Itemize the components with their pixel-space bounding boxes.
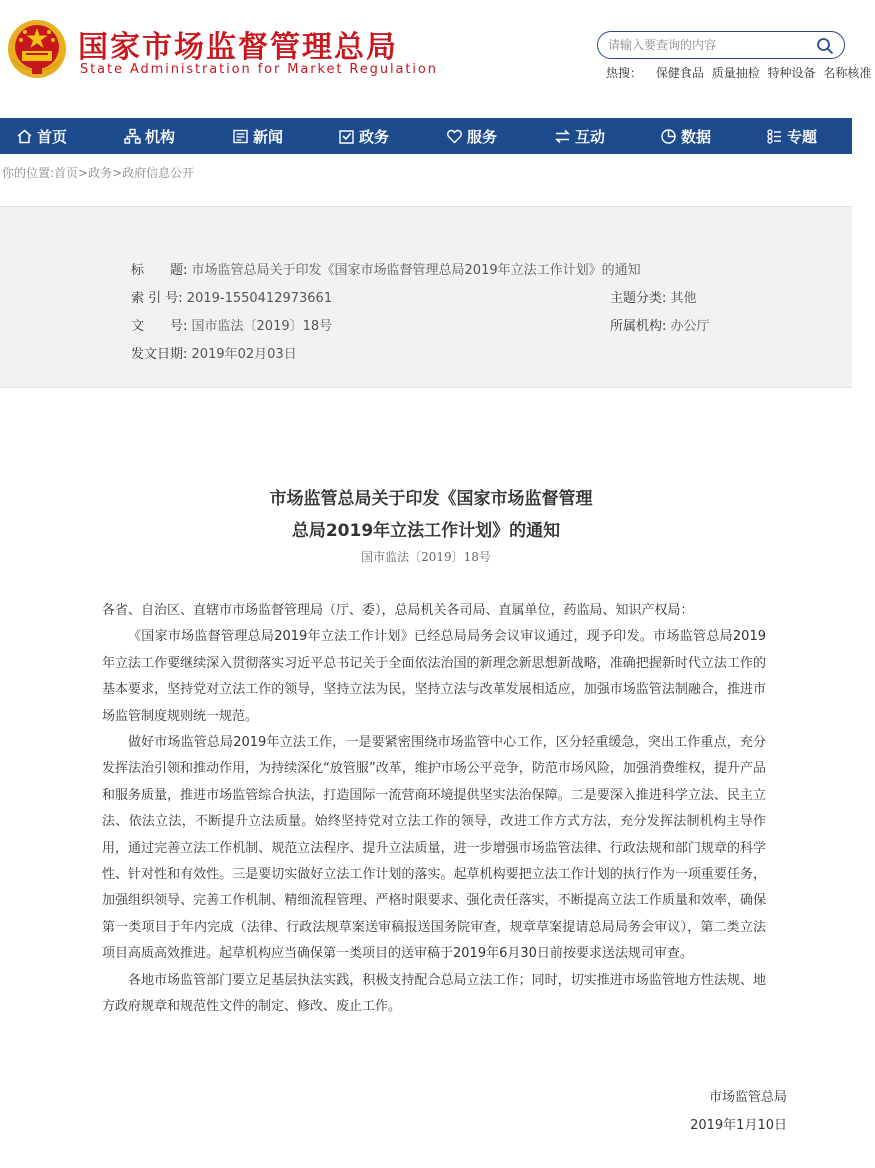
hot-link[interactable]: 特种设备	[767, 66, 816, 80]
site-header	[0, 0, 872, 118]
nav-item-org[interactable]	[124, 118, 175, 154]
search-input[interactable]	[608, 36, 808, 54]
main-nav	[0, 118, 852, 154]
article-signature: 市场监管总局	[708, 1090, 787, 1105]
meta-date-value: 2019年02月03日	[191, 347, 297, 362]
meta-date	[131, 343, 297, 362]
nav-item-interact[interactable]	[554, 118, 605, 154]
gov-affairs-icon	[338, 128, 355, 145]
meta-agency-value: 办公厅	[670, 319, 710, 334]
meta-index-label: 索 引 号:	[131, 291, 183, 306]
meta-docno-value: 国市监法〔2019〕18号	[191, 319, 333, 334]
meta-title-value: 市场监管总局关于印发《国家市场监督管理总局2019年立法工作计划》的通知	[191, 263, 641, 278]
meta-category-label: 主题分类:	[610, 291, 667, 306]
national-emblem-icon	[6, 18, 68, 80]
meta-docno	[131, 315, 332, 334]
article-paragraph: 《国家市场监督管理总局2019年立法工作计划》已经总局局务会议审议通过，现予印发。市场监管总局2019年立法工作要继续深入贯彻落实习近平总书记关于全面依法治国的新理念新思想新战略，准确把握新时代立法工作的基本要求，坚持党对立法工作的领导，坚持立法为民，坚持立法与改革发展相适应，加强市场监管法制融合，推进市场监管制度规则统一规范。	[102, 629, 766, 724]
article-signature-block	[690, 1084, 787, 1140]
document-meta-panel	[0, 206, 852, 388]
nav-label: 数据	[681, 127, 712, 146]
nav-label: 专题	[787, 127, 818, 146]
chart-icon	[660, 128, 677, 145]
topic-icon	[766, 128, 783, 145]
nav-item-data[interactable]	[660, 118, 711, 154]
meta-date-label: 发文日期:	[131, 347, 188, 362]
org-icon	[124, 128, 141, 145]
meta-category	[610, 287, 697, 306]
site-title-en: State Administration for Market Regulation	[80, 62, 438, 77]
meta-title	[131, 259, 641, 278]
article-paragraph: 做好市场监管总局2019年立法工作，一是要紧密围绕市场监管中心工作，区分轻重缓急，突出工作重点，充分发挥法治引领和推动作用，为持续深化“放管服”改革，维护市场公平竞争，防范市场风险，加强消费维权，提升产品和服务质量，推进市场监管综合执法，打造国际一流营商环境提供坚实法治保障。二是要深入推进科学立法、民主立法、依法立法，不断提升立法质量。始终坚持党对立法工作的领导，改进工作方式方法，充分发挥法制机构主导作用，通过完善立法工作机制、规范立法程序、提升立法质量，进一步增强市场监管法律、行政法规和部门规章的科学性、针对性和有效性。三是要切实做好立法工作计划的落实。起草机构要把立法工作计划的执行作为一项重要任务，加强组织领导、完善工作机制、精细流程管理、严格时限要求、强化责任落实，不断提高立法工作质量和效率，确保第一类项目于年内完成（法律、行政法规草案送审稿报送国务院审查，规章草案提请总局局务会审议），第二类立法项目高质高效推进。起草机构应当确保第一类项目的送审稿于2019年6月30日前按要求送法规司审查。	[102, 735, 766, 962]
article-body	[102, 598, 766, 1021]
nav-label: 首页	[37, 127, 68, 146]
site-title-cn: 国家市场监督管理总局	[78, 30, 398, 65]
hot-link[interactable]: 质量抽检	[711, 66, 760, 80]
article-salutation: 各省、自治区、直辖市市场监督管理局（厅、委），总局机关各司局、直属单位，药监局、知识产权局：	[102, 603, 694, 618]
news-icon	[232, 128, 249, 145]
meta-title-label: 标 题:	[131, 263, 188, 278]
breadcrumb[interactable]: 你的位置:首页>政务>政府信息公开	[2, 166, 195, 180]
nav-label: 机构	[145, 127, 176, 146]
hot-link[interactable]: 保健食品	[655, 66, 704, 80]
meta-agency	[610, 315, 710, 334]
nav-label: 互动	[575, 127, 606, 146]
search-box	[597, 31, 845, 59]
nav-label: 政务	[359, 127, 390, 146]
article-sign-date: 2019年1月10日	[690, 1118, 787, 1133]
hot-search	[606, 64, 875, 81]
nav-label: 新闻	[253, 127, 284, 146]
hot-search-label: 热搜：	[606, 66, 643, 80]
meta-index-value: 2019-1550412973661	[186, 291, 333, 306]
interact-icon	[554, 128, 571, 145]
article-title-line1: 市场监管总局关于印发《国家市场监督管理	[269, 489, 593, 509]
article-paragraph: 各地市场监管部门要立足基层执法实践，积极支持配合总局立法工作；同时，切实推进市场监管地方性法规、地方政府规章和规范性文件的制定、修改、废止工作。	[102, 972, 766, 1015]
article-doc-number: 国市监法〔2019〕18号	[361, 550, 491, 564]
article-title-line2: 总局2019年立法工作计划》的通知	[291, 521, 561, 541]
meta-index	[131, 287, 332, 306]
nav-item-news[interactable]	[232, 118, 283, 154]
meta-category-value: 其他	[670, 291, 697, 306]
nav-item-service[interactable]	[446, 118, 497, 154]
hot-link[interactable]: 名称核准	[823, 66, 872, 80]
nav-item-gov-affairs[interactable]	[338, 118, 389, 154]
nav-item-topic[interactable]	[766, 118, 817, 154]
meta-agency-label: 所属机构:	[610, 319, 667, 334]
home-icon	[16, 128, 33, 145]
nav-item-home[interactable]	[16, 118, 67, 154]
heart-icon	[446, 128, 463, 145]
search-icon[interactable]	[816, 37, 834, 55]
nav-label: 服务	[467, 127, 498, 146]
meta-docno-label: 文 号:	[131, 319, 188, 334]
